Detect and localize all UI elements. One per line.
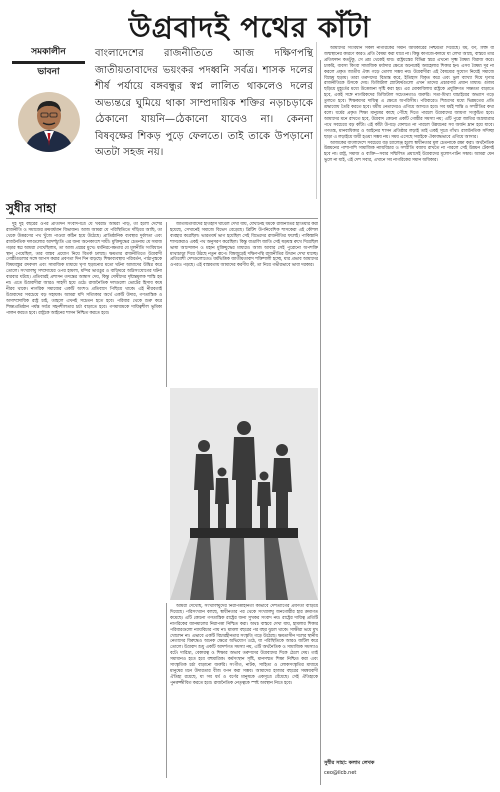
column-divider-mid-upper <box>166 222 167 387</box>
body-column-2-text: জাতীয়তাবাদের ইতিহাস ঘাঁটলে দেখা যায়, যেখানেই ধর্মকে রাজনীতির হাতিয়ার করা হয়েছে, সেখানেই সমাজে বিভেদ বেড়েছে। ব্রিটিশ উপনিবেশিক শাসকেরা এই কৌশল ব্যবহার করেছিল। ভারতবর্ষ ভাগ হয়েছিল সেই বিভেদের রাজনীতির ফলেই। পাকিস্তানি শাসকেরাও একই পথ অনুসরণ করেছিল। কিন্তু বাঙালি জাতি সেই ষড়যন্ত্র রুখে দিয়েছিল ভাষা আন্দোলন ও মহান মুক্তিযুদ্ধের মাধ্যমে। আজ আবার সেই পুরোনো অপশক্তি মাথাচাড়া দিয়ে উঠছে নতুন রূপে। বিশ্বজুড়েই দক্ষিণপন্থি রাজনীতির উত্থান দেখা যাচ্ছে। প্রতিবেশী দেশগুলোতেও ধর্মভিত্তিক জাতীয়তাবাদ শক্তিশালী হচ্ছে, যার প্রভাব আমাদের ওপরও পড়ছে। এই বাস্তবতায় আমাদের করণীয় কী, তা নিয়ে গভীরভাবে ভাবা দরকার। <box>170 222 318 269</box>
body-column-3 <box>170 604 318 788</box>
body-column-3-text: আমরা দেখেছি, সংখ্যালঘুদের নিরাপত্তাহীনতা কীভাবে দেশত্যাগের প্রবণতা বাড়িয়ে দিয়েছে। পরিসংখ্যান বলছে, স্বাধীনতার পর থেকে সংখ্যালঘু জনগোষ্ঠীর হার ক্রমাগত কমেছে। এটি কোনো গণতান্ত্রিক রাষ্ট্রের জন্য সুখকর সংবাদ নয়। রাষ্ট্রের দায়িত্ব প্রতিটি নাগরিকের জানমালের নিরাপত্তা নিশ্চিত করা। অথচ বাস্তবে দেখা যায়, হামলার শিকার পরিবারগুলো ন্যায়বিচার পায় না। মামলা বছরের পর বছর ঝুলে থাকে। সাক্ষীরা ভয়ে মুখ খোলেন না। এভাবে একটি বিচারহীনতার সংস্কৃতি গড়ে উঠেছে। ক্ষমতাসীন দলের স্থানীয় নেতাদের বিরুদ্ধেও অনেক ক্ষেত্রে অভিযোগ ওঠে, যা পরিস্থিতিকে আরও জটিল করে তোলে। উগ্রবাদ শুধু একটি আদর্শগত সমস্যা নয়, এটি অর্থনৈতিক ও সামাজিক সমস্যাও বটে। দারিদ্র্য, বেকারত্ব ও শিক্ষার অভাব তরুণদের উগ্রবাদের দিকে ঠেলে দেয়। তাই সমাধানও হতে হবে বহুমাত্রিক। কর্মসংস্থান সৃষ্টি, মানসম্মত শিক্ষা নিশ্চিত করা এবং সাংস্কৃতিক চর্চা বাড়ানো জরুরি। সংগীত, নাটক, সাহিত্য ও লোকসংস্কৃতির মাধ্যমে মানুষের মনে উদারতার বীজ বপন করা সম্ভব। আমাদের হাজার বছরের সমন্বয়বাদী ঐতিহ্য রয়েছে, যা সব ধর্ম ও বর্ণের মানুষকে একসূত্রে বেঁধেছে। সেই ঐতিহ্যকে পুনরুজ্জীবিত করতে হবে। রাজনৈতিক নেতৃত্বকে স্পষ্ট অবস্থান নিতে হবে। <box>170 604 318 686</box>
author-note: সুধীর সাহা: কলাম লেখক <box>324 760 375 766</box>
column-label-divider <box>12 61 85 64</box>
column-label-line1: সমকালীন <box>31 47 66 57</box>
column-divider-mid-lower <box>166 603 167 778</box>
author-photo <box>18 92 80 152</box>
deck: বাংলাদেশের রাজনীতিতে আজ দক্ষিণপন্থি জাতীয়তাবাদের ভয়ংকর পদধ্বনি সর্বত্র। শাসক দলের শীর্ষ পর্যায়ে বঙ্গবন্ধুর স্বপ্ন লালিত থাকলেও দলের অভ্যন্তরে ঘুমিয়ে থাকা সাম্প্রদায়িক শক্তির নড়াচড়াকে ঠেকানো যায়নি—ঠেকানো যাবেও না। কেননা বিষবৃক্ষের শিকড় পুড়ে ফেলতে। তাই তাকে উপড়ানো অতটা সহজ নয়। <box>95 48 313 158</box>
column-label <box>6 46 91 79</box>
author-email[interactable]: ceo@ilcb.net <box>324 770 357 776</box>
column-divider-right <box>320 60 321 785</box>
body-column-5-text: আজকের বাংলাদেশে সবচেয়ে বড় চ্যালেঞ্জ হলো স্বাধীনতার মূল চেতনাকে রক্ষা করা। অর্থনৈতিক উন্নয়নের পাশাপাশি সামাজিক ন্যায়বিচার ও সম্প্রীতি বজায় রাখতে না পারলে সেই উন্নয়ন টেকসই হবে না। রাষ্ট্র, সমাজ ও ব্যক্তি—সবার সম্মিলিত প্রয়াসেই উগ্রবাদের মূলোৎপাটন সম্ভব। আমরা যেন ভুলে না যাই, এই দেশ সবার, এখানে সব নাগরিকের সমান অধিকার। <box>324 140 494 164</box>
body-column-4-text: আমাদের সংবিধান সকল নাগরিকের সমান অধিকারের নিশ্চয়তা দিয়েছে। ধর্ম, বর্ণ, লিঙ্গ বা জন্মস্থানের কারণে কারও প্রতি বৈষম্য করা যাবে না। কিন্তু কাগজে-কলমে যা লেখা আছে, বাস্তবে তার প্রতিফলন কতটুকু, সে প্রশ্ন থেকেই যায়। রাষ্ট্রযন্ত্রের বিভিন্ন স্তরে এখনো সূক্ষ্ম বৈষম্য বিরাজ করে। চাকরি, ব্যবসা কিংবা সামাজিক মর্যাদার ক্ষেত্রে অনেকেই অবহেলার শিকার হন। এসব বৈষম্য দূর না করলে প্রকৃত জাতীয় ঐক্য গড়ে তোলা সম্ভব নয়। উগ্রবাদীরা এই বৈষম্যের সুযোগ নিয়েই সমাজে বিদ্বেষ ছড়ায়। তারা তরুণদের বিভ্রান্ত করে, ইতিহাস বিকৃত করে এবং ভুল ব্যাখ্যা দিয়ে ঘৃণার রাজনীতিকে উসকে দেয়। ডিজিটাল প্ল্যাটফর্মগুলো এখন তাদের প্রচারণার প্রধান মাধ্যম। গুজব ছড়িয়ে মুহূর্তের মধ্যে উত্তেজনা সৃষ্টি করা হয়। এর মোকাবিলায় রাষ্ট্রকে প্রযুক্তিগত সক্ষমতা বাড়াতে হবে, একই সঙ্গে নাগরিকদের ডিজিটাল সচেতনতাও জরুরি। সত্য-মিথ্যা যাচাইয়ের অভ্যাস গড়ে তুলতে হবে। শিক্ষকদের দায়িত্ব এ ক্ষেত্রে অপরিসীম। পরিবারেও শিশুদের মধ্যে ভিন্নমতের প্রতি শ্রদ্ধাবোধ তৈরি করতে হবে। ধর্মীয় নেতাদেরও এগিয়ে আসতে হবে। সব ধর্মই শান্তি ও সম্প্রীতির কথা বলে। ধর্মের প্রকৃত শিক্ষা মানুষের কাছে পৌঁছে দিতে পারলে উগ্রবাদের জায়গা সংকুচিত হবে। আমাদের মনে রাখতে হবে, উগ্রবাদ কোনো একটি গোষ্ঠীর সমস্যা নয়; এটি পুরো জাতির অগ্রযাত্রার পথে সবচেয়ে বড় কাঁটা। এই কাঁটা উপড়ে ফেলতে না পারলে উন্নয়নের সব অর্জন ম্লান হয়ে যাবে। গণতন্ত্র, মানবাধিকার ও আইনের শাসন প্রতিষ্ঠার লড়াই তাই একই সূত্রে গাঁথা। রাজনৈতিক সদিচ্ছা ছাড়া এ লড়াইয়ে জয়ী হওয়া সম্ভব নয়। সময় এসেছে সবাইকে ঐক্যবদ্ধভাবে এগিয়ে আসার। <box>324 46 494 140</box>
column-label-line2: ভাবনা <box>37 67 60 77</box>
body-column-4 <box>324 46 494 756</box>
author-portrait-icon <box>18 92 80 152</box>
body-column-1-text: দুই দুই বছরের ওপর প্রতিদিন সংবাদপত্রে যে খবরটি আমরা পড়ি, তা হলো দেশের রাজনীতি ও সমাজের ক্রমবর্ধমান বিভাজন। আজ আমরা যে পরিস্থিতিতে দাঁড়িয়ে আছি, তা থেকে উত্তরণের পথ খুঁজে পাওয়া কঠিন হয়ে উঠেছে। প্রাতিষ্ঠানিক ব্যবস্থার দুর্বলতা এবং রাজনৈতিক দলগুলোর আদর্শচ্যুতি এর জন্য অনেকাংশে দায়ী। মুক্তিযুদ্ধের চেতনায় যে সমাজ গড়ার স্বপ্ন আমরা দেখেছিলাম, তা আজ প্রশ্নের মুখে। ধর্মনিরপেক্ষতার যে মূলনীতি সংবিধানে স্থান পেয়েছিল, তার বাস্তব প্রয়োগ নিয়ে বিতর্ক চলছে। ক্ষমতার রাজনীতিতে উগ্রবাদী গোষ্ঠীগুলোর সঙ্গে আপস করার প্রবণতা দিন দিন বাড়ছে। শিক্ষাব্যবস্থায় পরিবর্তন, পাঠ্যপুস্তকে বিষয়বস্তুর রদবদল এবং সামাজিক মাধ্যমে ঘৃণা ছড়ানোর মতো ঘটনা আমাদের উদ্বিগ্ন করে তোলে। সংখ্যালঘু সম্প্রদায়ের ওপর হামলা, মন্দির ভাঙচুর ও বাড়িঘরে অগ্নিসংযোগের ঘটনা বারবার ঘটছে। প্রতিবারই প্রশাসন তদন্তের আশ্বাস দেয়, কিন্তু দোষীদের দৃষ্টান্তমূলক শাস্তি হয় না। এতে উগ্রবাদীরা আরও সাহসী হয়ে ওঠে। রাজনৈতিক দলগুলো ভোটের হিসাব কষে নীরব থাকে। নাগরিক সমাজের একটি অংশও প্রতিবাদে পিছিয়ে থাকে। এই নীরবতাই উগ্রবাদের সবচেয়ে বড় সহায়ক। আমরা যদি সত্যিকার অর্থে একটি উদার, গণতান্ত্রিক ও অসাম্প্রদায়িক রাষ্ট্র চাই, তাহলে এখনই সচেতন হতে হবে। পরিবার থেকে শুরু করে শিক্ষাপ্রতিষ্ঠান পর্যন্ত সর্বত্র সহনশীলতার চর্চা বাড়াতে হবে। গণমাধ্যমকে দায়িত্বশীল ভূমিকা পালন করতে হবে। রাষ্ট্রকে আইনের শাসন নিশ্চিত করতে হবে। <box>6 222 162 316</box>
body-column-1 <box>6 222 162 788</box>
headline: উগ্রবাদই পথের কাঁটা <box>128 11 372 44</box>
byline-rule <box>6 218 318 219</box>
byline: সুধীর সাহা <box>6 201 57 215</box>
chessboard-illustration <box>170 388 318 600</box>
body-column-2 <box>170 222 318 384</box>
chess-silhouette-icon <box>170 388 318 600</box>
